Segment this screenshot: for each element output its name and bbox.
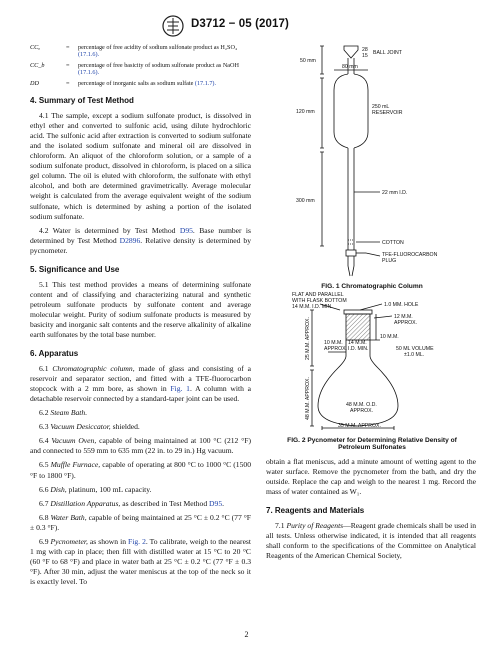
definition-text: percentage of inorganic salts as sodium sulfate (78, 79, 194, 87)
section-heading: 5. Significance and Use (30, 264, 120, 274)
ref-link[interactable]: D95 (179, 225, 193, 235)
fig2-label: 1.0 MM. HOLE (384, 302, 419, 308)
paragraph: 5.1 This test method provides a means of determining sulfonate content and of classifying and characterizing natural and synthetic petroleum sulfonate products by sulfonate content and average molecular weight. Purity of sodium sulfonate products is measured by basicity and inorganic salt contents and the reserve alkalinity of alkaline earth sulfonates by the total base number. (30, 279, 251, 340)
paragraph: 4.1 The sample, except a sodium sulfonate product, is dissolved in ethyl ether and converted to sulfonic acid, using dilute hydrochloric acid. The sulfonic acid after extraction is converted to sodium sulfonate and the isolated sodium sulfonate and mineral oil are dissolved in chloroform. An aliquot of the chloroform solution, or a sample of a sodium sulfonate product, dissolved in chloroform, is placed on a silica gel column. The oil is eluted with chloroform, the sulfonate with ethyl alcohol, and both are determined gravimetrically. Average molecular weight is calculated from the average equivalent weight of the sodium sulfonate, which is determined by ashing a portion of the isolated sodium sulfonate. (30, 111, 251, 221)
fig1-label: 15 (362, 53, 368, 59)
fig1-label: 300 mm (296, 198, 315, 204)
stopcock-shape (346, 250, 356, 256)
fig2-label: ±1.0 ML. (404, 352, 425, 358)
section-heading: 7. Reagents and Materials (266, 506, 365, 516)
paragraph: 6.2 Steam Bath. (39, 408, 88, 418)
fig2-label: APPROX. (324, 346, 348, 352)
fig2-label: 48 M.M. O.D. (346, 402, 377, 408)
definitions-list (30, 44, 251, 87)
fig2-label: 12 M.M. (394, 314, 413, 320)
definition-ref-link[interactable]: (17.1.7). (194, 79, 217, 87)
definition-ref-link[interactable]: (17.1.6). (78, 51, 100, 59)
paragraph: 6.7 Distillation Apparatus, as described in Test Method D95. (39, 498, 225, 508)
fig2-label: 48 M.M. APPROX. (305, 377, 311, 420)
fig2-label: 25 M.M. APPROX. (305, 317, 311, 360)
fig2-label: WITH FLASK BOTTOM (292, 298, 347, 304)
definition-text: percentage of free basicity of sodium sulfonate product as NaOH (78, 61, 239, 69)
fig2-label: 50 ML VOLUME (396, 346, 434, 352)
ball-joint-shape (344, 46, 358, 58)
figure-2-caption-line: FIG. 2 Pycnometer for Determining Relative Density of (287, 437, 457, 444)
definition-item: CC_b = percentage of free basicity of sodium sulfonate product as NaOH (17.1.6). (30, 61, 239, 77)
fig2-label: APPROX. (350, 408, 374, 414)
paragraph: 6.4 Vacuum Oven, capable of being maintained at 100 °C (212 °F) and connected to 559 mm to 635 mm (22 in. to 29 in.) Hg vacuum. (30, 436, 252, 456)
figure-2-caption-line: Petroleum Sulfonates (338, 444, 406, 451)
fig1-label: COTTON (382, 240, 404, 246)
paragraph: 6.6 Dish, platinum, 100 mL capacity. (39, 484, 152, 494)
ref-link[interactable]: D95 (209, 498, 223, 508)
paragraph: obtain a flat meniscus, add a minute amount of wetting agent to the water surface. Remove the pycnometer from the bath, and dry the outside. Replace the cap and weigh to the nearest 1 mg. Record the mass of water contained as W₁. (266, 457, 476, 497)
paragraph: 7.1 Purity of Reagents—Reagent grade chemicals shall be used in all tests. Unless otherwise indicated, it is intended that all reagents shall conform to the specifications of the Committee on Analytical Reagents of the American Chemical Society, (266, 521, 476, 561)
definition-item: CCₐ = percentage of free acidity of sodium sulfonate product as H₂SO₄ (17.1.6). (30, 44, 238, 59)
fig1-label: RESERVOIR (372, 110, 403, 116)
pycnometer-neck-hatch (346, 314, 370, 340)
fig2-label: 10 M.M. (380, 334, 399, 340)
fig1-label: 120 mm (296, 109, 315, 115)
figure-2-caption (262, 437, 482, 451)
fig2-label: FLAT AND PARALLEL (292, 292, 344, 298)
fig2-label: APPROX. (394, 320, 418, 326)
section-heading: 4. Summary of Test Method (30, 96, 134, 106)
section-heading: 6. Apparatus (30, 349, 79, 359)
fig1-label: 50 mm (300, 58, 316, 64)
left-column (30, 44, 251, 587)
fig2-label: 10 M.M. (324, 340, 343, 346)
definition-item: DD = percentage of inorganic salts as sodium sulfate (17.1.7). (30, 79, 217, 87)
fig1-label: 80 mm (342, 64, 358, 70)
fig2-label: 14 M.M. (348, 340, 367, 346)
column-tube (348, 148, 354, 266)
right-column (266, 457, 476, 561)
fig2-label: I.D. MIN. (348, 346, 369, 352)
fig2-label: 35 M.M. APPROX. (338, 423, 381, 429)
fig2-label: 14 M.M. I.D. MIN. (292, 304, 333, 310)
pycnometer-flask (318, 356, 398, 426)
document-id: D3712 − 05 (2017) (191, 18, 289, 30)
paragraph: 6.3 Vacuum Desiccator, shielded. (39, 422, 140, 432)
definition-text: percentage of free acidity of sodium sulfonate product as H₂SO₄ (78, 44, 238, 51)
paragraph: 6.1 Chromatographic column, made of glass and consisting of a reservoir and separator section, and fitted with a TFE-fluorocarbon stopcock with a 2 mm bore, as shown in Fig. 1. A column with a detachable reservoir connected by a standard-taper joint can be used. (30, 364, 251, 404)
paragraph: 6.9 Pycnometer, as shown in Fig. 2. To calibrate, weigh to the nearest 1 mg with cap in place; then fill with distilled water at 15 °C to 20 °C (60 °F to 68 °F) and place in water bath at 25 °C ± 0.2 °C (77 °F ± 0.3 °F). After 30 min, adjust the water meniscus at the top of the neck so it is exactly level. To (30, 536, 251, 586)
fig1-label: PLUG (382, 258, 397, 264)
figure-2-pycnometer (262, 292, 482, 432)
fig1-label: BALL JOINT (373, 50, 402, 56)
ref-link[interactable]: D2896 (119, 235, 141, 245)
page-number: 2 (244, 630, 249, 639)
fig1-label: 250 mL (372, 104, 390, 110)
fig1-label: 28 (362, 47, 368, 53)
page-header (0, 0, 493, 44)
paragraph: 6.5 Muffle Furnace, capable of operating at 800 °C to 1000 °C (1500 °F to 1800 °F). (30, 460, 251, 480)
paragraph: 4.2 Water is determined by Test Method D95. Base number is determined by Test Method D2896. Relative density is determined by pycnometer. (30, 225, 252, 255)
pycnometer-cap (344, 310, 372, 314)
fig-link[interactable]: Fig. 2 (128, 536, 146, 546)
definition-symbol: CC_b (30, 61, 45, 69)
paragraph: 6.8 Water Bath, capable of being maintained at 25 °C ± 0.2 °C (77 °F ± 0.3 °F). (30, 512, 252, 532)
fig1-label: 22 mm I.D. (382, 190, 408, 196)
fig1-label: TFE-FLUOROCARBON (382, 252, 438, 258)
astm-logo-icon (162, 15, 184, 37)
figure-1-chromatographic-column (262, 44, 482, 276)
definition-symbol: DD (30, 79, 39, 87)
reservoir-shape (334, 74, 368, 148)
definition-symbol: CCₐ (30, 44, 41, 51)
definition-ref-link[interactable]: (17.1.6). (78, 69, 100, 77)
figure-1-caption: FIG. 1 Chromatographic Column (321, 283, 423, 290)
fig-link[interactable]: Fig. 1 (170, 384, 190, 394)
